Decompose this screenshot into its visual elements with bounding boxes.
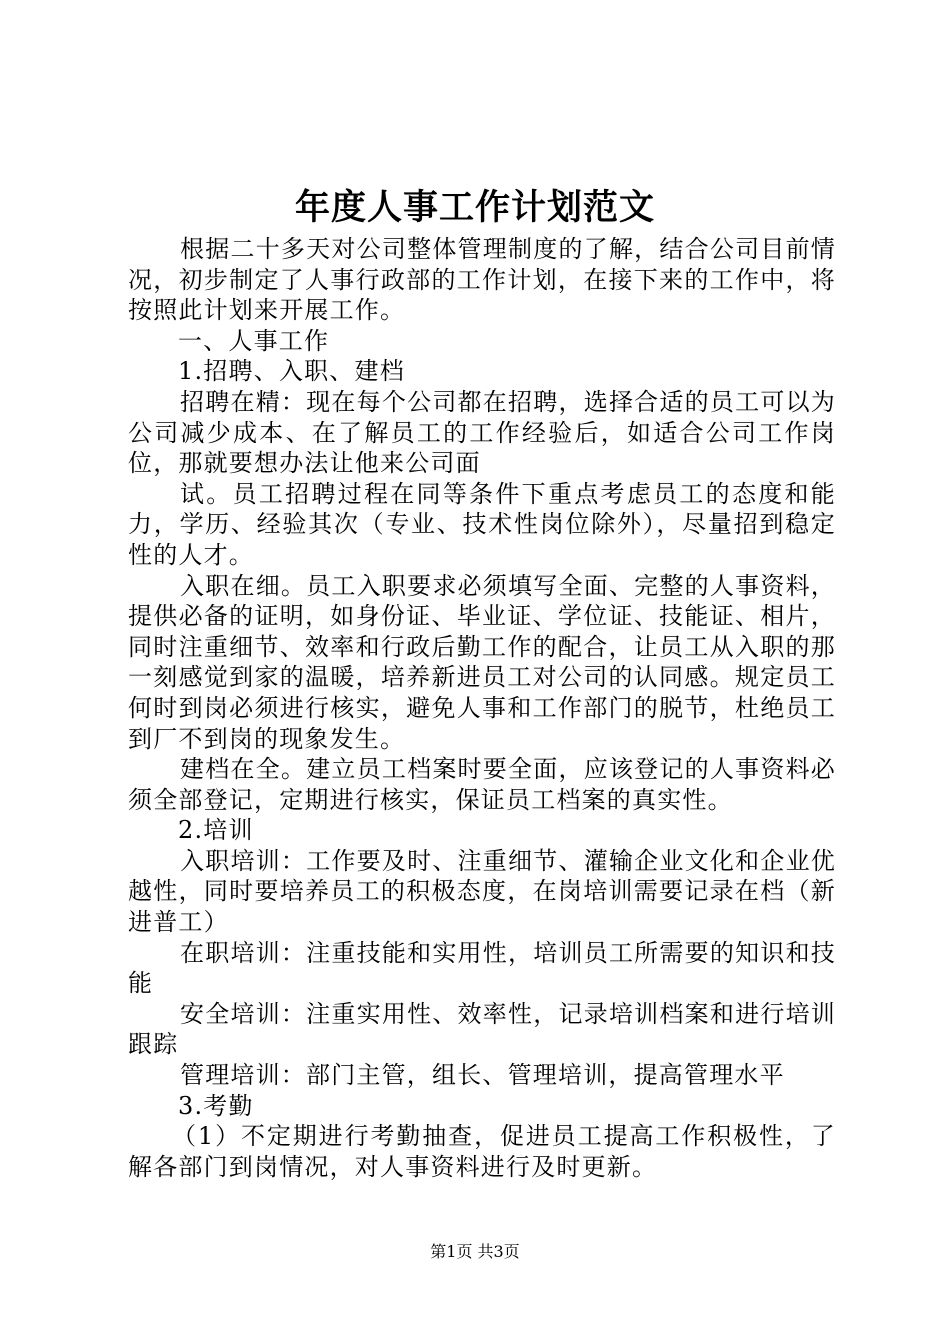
- paragraph-attendance-1: （1）不定期进行考勤抽查，促进员工提高工作积极性，了解各部门到岗情况，对人事资料进行及时更新。: [128, 1122, 836, 1181]
- paragraph-recruitment: 招聘在精：现在每个公司都在招聘，选择合适的员工可以为公司减少成本、在了解员工的工作经验后，如适合公司工作岗位，那就要想办法让他来公司面: [128, 387, 836, 478]
- paragraph-management-training: 管理培训：部门主管，组长、管理培训，提高管理水平: [180, 1061, 785, 1090]
- subsection-heading-attendance: 3.考勤: [178, 1091, 254, 1120]
- document-body: [128, 234, 836, 1182]
- paragraph-in-service-training: 在职培训：注重技能和实用性，培训员工所需要的知识和技能: [128, 938, 836, 998]
- document-title: 年度人事工作计划范文: [294, 187, 655, 228]
- page-footer: 第1页 共3页: [430, 1242, 520, 1261]
- paragraph-onboarding: 入职在细。员工入职要求必须填写全面、完整的人事资料，提供必备的证明，如身份证、毕业证、学位证、技能证、相片，同时注重细节、效率和行政后勤工作的配合，让员工从入职的那一刻感觉到家的温暖，培养新进员工对公司的认同感。规定员工何时到岗必须进行核实，避免人事和工作部门的脱节，杜绝员工到厂不到岗的现象发生。: [128, 571, 836, 753]
- paragraph-archiving: 建档在全。建立员工档案时要全面，应该登记的人事资料必须全部登记，定期进行核实，保证员工档案的真实性。: [128, 755, 836, 814]
- intro-paragraph: 根据二十多天对公司整体管理制度的了解，结合公司目前情况，初步制定了人事行政部的工作计划，在接下来的工作中，将按照此计划来开展工作。: [128, 235, 836, 325]
- paragraph-recruitment-continued: 试。员工招聘过程在同等条件下重点考虑员工的态度和能力，学历、经验其次（专业、技术性岗位除外），尽量招到稳定性的人才。: [128, 479, 836, 569]
- paragraph-onboarding-training: 入职培训：工作要及时、注重细节、灌输企业文化和企业优越性，同时要培养员工的积极态度，在岗培训需要记录在档（新进普工）: [128, 846, 836, 937]
- section-heading-personnel: 一、人事工作: [178, 326, 330, 355]
- subsection-heading-training: 2.培训: [178, 816, 254, 845]
- subsection-heading-recruitment: 1.招聘、入职、建档: [178, 357, 405, 386]
- paragraph-safety-training: 安全培训：注重实用性、效率性，记录培训档案和进行培训跟踪: [128, 999, 836, 1059]
